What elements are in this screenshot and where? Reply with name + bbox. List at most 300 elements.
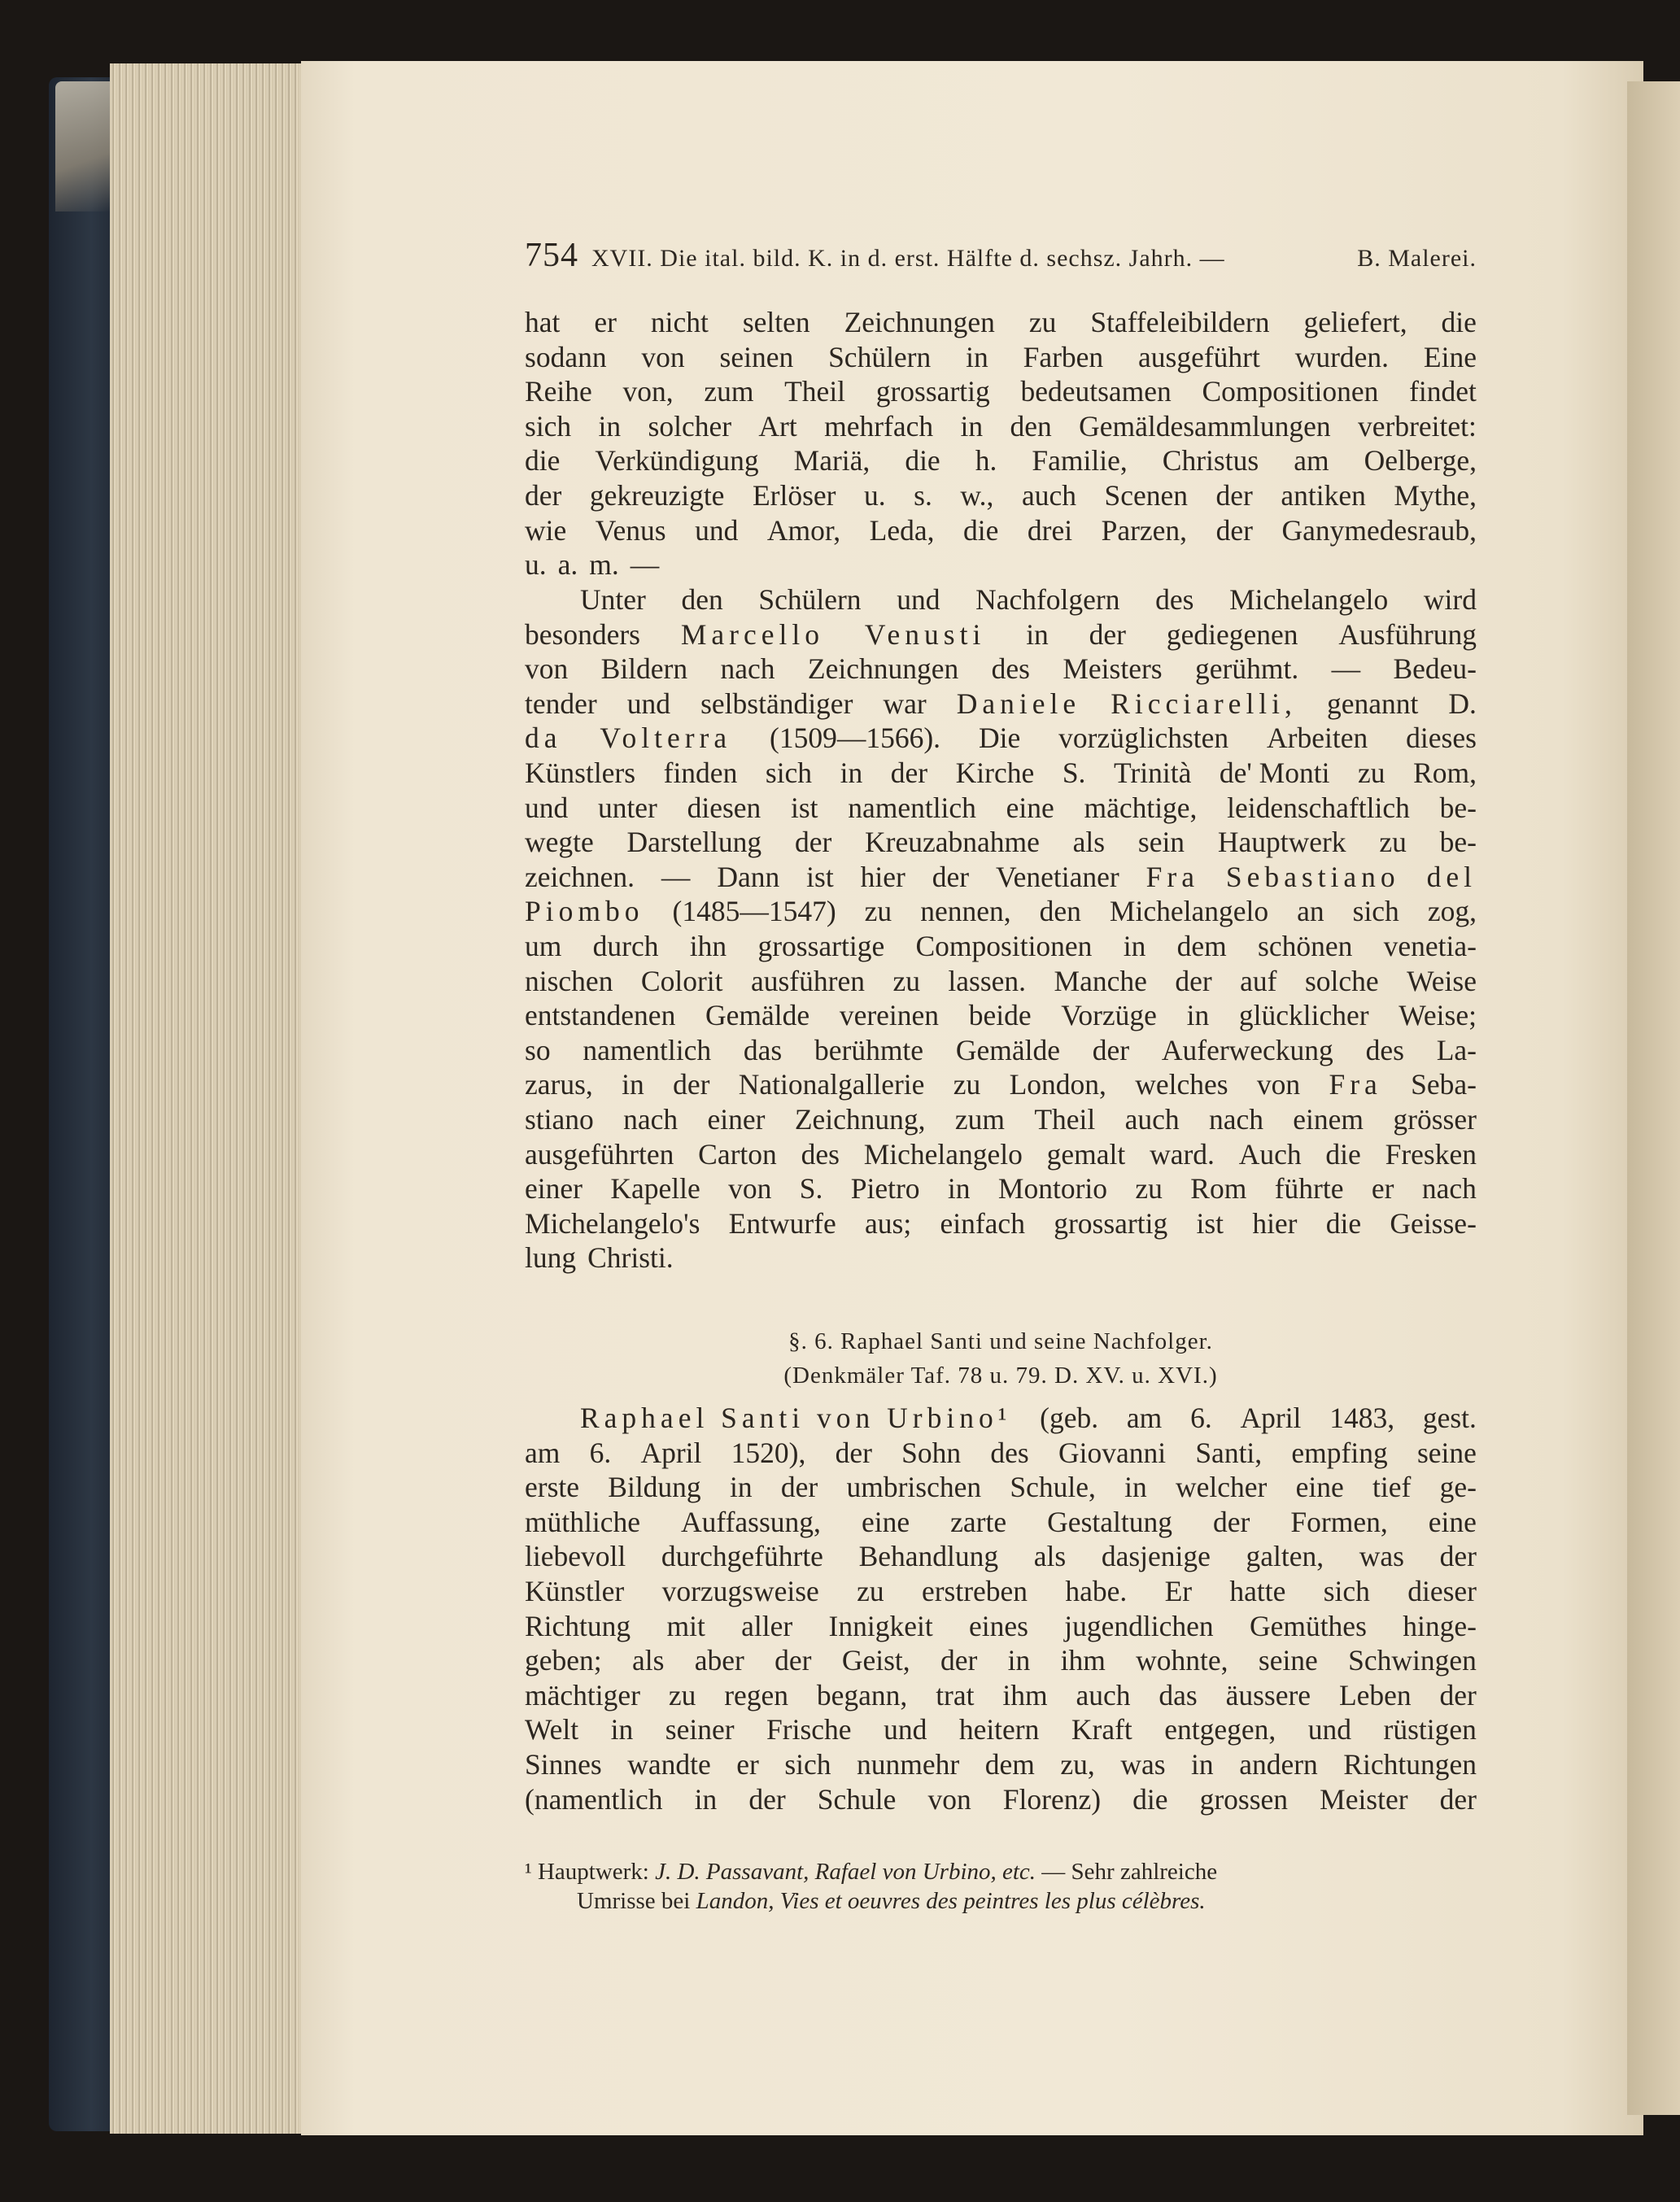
word: Ganymedesraub, — [1281, 513, 1477, 547]
word: den — [1039, 895, 1081, 928]
word: diesen — [687, 791, 761, 824]
word: Geist, — [841, 1644, 910, 1677]
para2-line — [525, 721, 1477, 756]
word: w., — [960, 478, 994, 512]
word: Manche — [1054, 964, 1147, 997]
word: Theil — [784, 375, 846, 408]
word: gekreuzigte — [589, 478, 725, 512]
word: und — [695, 513, 739, 547]
word: seinen — [719, 340, 794, 373]
word: einer — [707, 1102, 766, 1136]
word: durch — [592, 929, 659, 962]
word: Leben — [1338, 1678, 1412, 1711]
word: was — [1359, 1540, 1404, 1573]
word: Schwingen — [1348, 1644, 1477, 1677]
word: Compositionen — [915, 929, 1093, 962]
word: nischen — [525, 964, 613, 997]
word: Unter — [580, 583, 646, 616]
word: dem — [1176, 929, 1227, 962]
word: Sebastiano — [1225, 860, 1400, 893]
word: selten — [742, 306, 810, 338]
word: berühmte — [814, 1033, 924, 1066]
word: in — [960, 409, 984, 443]
word: begann, — [816, 1678, 908, 1711]
word: Rom — [1190, 1172, 1247, 1206]
para2-line — [525, 687, 1477, 722]
word: (1485—1547) — [672, 895, 836, 928]
word: — — [1331, 652, 1361, 686]
word: Trinità — [1113, 756, 1192, 789]
word: einer — [525, 1172, 583, 1206]
word: Farben — [1023, 340, 1104, 373]
word: (geb. — [1040, 1402, 1099, 1434]
word: Fra — [1145, 860, 1199, 893]
word: die — [1441, 306, 1477, 338]
word: der — [1439, 1782, 1477, 1816]
word: Zeichnung, — [794, 1102, 926, 1136]
word: einfach — [940, 1206, 1025, 1240]
word: zog, — [1427, 895, 1477, 928]
word: eine — [1006, 791, 1054, 824]
word: Sohn — [901, 1436, 962, 1469]
word: das — [743, 1033, 783, 1066]
word: 6. — [589, 1436, 612, 1469]
word: und — [884, 1713, 927, 1746]
word: Meisters — [1063, 652, 1163, 686]
para1-line — [525, 443, 1477, 478]
word: eine — [861, 1505, 910, 1538]
para2-line — [525, 617, 1477, 652]
word: Richtungen — [1343, 1747, 1477, 1781]
word: Leda, — [869, 513, 935, 547]
word: er — [594, 306, 617, 338]
word: zarte — [950, 1505, 1007, 1538]
paragraph-3 — [525, 1401, 1477, 1816]
word: trat — [936, 1678, 975, 1711]
word: grossartig — [1054, 1206, 1168, 1240]
word: Ausführung — [1338, 617, 1477, 651]
word: erstreben — [921, 1574, 1028, 1607]
word: Geisse- — [1390, 1206, 1477, 1240]
word: Christus — [1162, 444, 1259, 477]
word: der — [890, 756, 928, 789]
word: die — [905, 444, 940, 477]
word: aller — [741, 1609, 793, 1642]
para2-line — [525, 964, 1477, 999]
word: unter — [597, 791, 657, 824]
word: selbständiger — [700, 687, 853, 720]
word: Schule, — [1010, 1471, 1096, 1504]
word: Daniele — [956, 687, 1081, 720]
word: Venus — [595, 513, 666, 547]
word: ge- — [1439, 1471, 1477, 1504]
word: Verkündigung — [595, 444, 759, 477]
word: entstandenen — [525, 999, 676, 1032]
word: in — [1007, 1644, 1031, 1677]
word: sich — [525, 409, 572, 443]
word: zum — [704, 375, 754, 408]
word: Frische — [766, 1713, 852, 1746]
word: D. — [1448, 687, 1477, 720]
word: eine — [1295, 1471, 1344, 1504]
word: Darstellung — [626, 826, 762, 859]
word: Marcello — [680, 617, 824, 651]
facing-page-edge — [1627, 81, 1680, 2115]
para2-line — [525, 1137, 1477, 1172]
word: an — [1297, 895, 1324, 928]
word: Nationalgallerie — [738, 1068, 925, 1101]
word: zu — [953, 1068, 981, 1101]
word: als — [1033, 1540, 1067, 1573]
word: die — [1325, 1137, 1361, 1171]
word: 6. — [1190, 1402, 1212, 1434]
word: nennen, — [920, 895, 1011, 928]
word: mächtiger — [525, 1678, 640, 1711]
word: vorzugsweise — [661, 1574, 819, 1607]
word: des — [1155, 583, 1194, 616]
word: auf — [1240, 964, 1277, 997]
word: Sinnes — [525, 1747, 602, 1781]
word: lung — [525, 1241, 577, 1275]
word: der — [1215, 513, 1253, 547]
word: aber — [694, 1644, 744, 1677]
word: finden — [663, 756, 738, 789]
word: Gemäldesammlungen — [1079, 409, 1331, 443]
word: Behandlung — [858, 1540, 999, 1573]
para3-line — [525, 1401, 1477, 1436]
word: be- — [1439, 791, 1477, 824]
word: ihm — [1002, 1678, 1048, 1711]
word: Giovanni — [1058, 1436, 1167, 1469]
word: zarus, — [525, 1068, 593, 1101]
word: wohnte, — [1136, 1644, 1228, 1677]
paragraph-1 — [525, 305, 1477, 582]
word: der — [775, 1644, 812, 1677]
word: namentlich — [848, 791, 976, 824]
word: drei — [1027, 513, 1073, 547]
word: am — [1126, 1402, 1163, 1434]
word: Florenz) — [1002, 1782, 1102, 1816]
word: aus; — [865, 1206, 912, 1240]
word: gediegenen — [1166, 617, 1298, 651]
word: Familie, — [1032, 444, 1128, 477]
word: Nachfolgern — [975, 583, 1120, 616]
header-section: B. Malerei. — [1357, 245, 1477, 272]
word: Vorzüge — [1061, 999, 1157, 1032]
word: hinge- — [1403, 1609, 1477, 1642]
para2-line — [525, 1102, 1477, 1137]
word: zu, — [1060, 1747, 1095, 1781]
para3-line — [525, 1574, 1477, 1609]
para2-line — [525, 1171, 1477, 1206]
word: als — [631, 1644, 665, 1677]
word: Compositionen — [1202, 375, 1379, 408]
footnote — [525, 1857, 1477, 1916]
word: Michelangelo — [1229, 583, 1389, 616]
word: um — [525, 929, 562, 962]
word: in — [598, 409, 622, 443]
word: solche — [1304, 964, 1379, 997]
word: glücklicher — [1238, 999, 1369, 1032]
word: Er — [1164, 1574, 1193, 1607]
word: zu — [1358, 756, 1385, 789]
word: Schülern — [828, 340, 932, 373]
word: Die — [978, 722, 1021, 755]
para3-line — [525, 1747, 1477, 1782]
word: Weise — [1407, 964, 1477, 997]
word: April — [1240, 1402, 1302, 1434]
word: Seba- — [1411, 1068, 1477, 1101]
word: h. — [975, 444, 997, 477]
word: Theil — [1034, 1102, 1096, 1136]
word: (namentlich — [525, 1782, 663, 1816]
para2-line — [525, 1033, 1477, 1068]
word: sodann — [525, 340, 607, 373]
word: Oelberge, — [1364, 444, 1477, 477]
word: Venetianer — [995, 860, 1119, 893]
word: von — [728, 1172, 772, 1206]
word: wie — [525, 513, 567, 547]
word: durchgeführte — [661, 1540, 823, 1573]
para2-line — [525, 582, 1477, 617]
word: leidenschaftlich — [1227, 791, 1410, 824]
word: die — [1325, 1206, 1362, 1240]
word: Michelangelo — [863, 1137, 1023, 1171]
para3-line — [525, 1436, 1477, 1471]
word: Michelangelo — [1109, 895, 1269, 928]
word: heitern — [958, 1713, 1040, 1746]
word: mit — [666, 1609, 705, 1642]
word: Gemälde — [705, 999, 810, 1032]
word: Schule — [817, 1782, 897, 1816]
word: lassen. — [948, 964, 1027, 997]
word: der — [673, 1068, 710, 1101]
word: in — [1186, 999, 1210, 1032]
word: beide — [968, 999, 1032, 1032]
word: 1483, — [1329, 1402, 1395, 1434]
word: er — [736, 1747, 759, 1781]
word: nicht — [650, 306, 709, 338]
para1-line — [525, 305, 1477, 340]
word: wegte — [525, 826, 594, 859]
word: und — [897, 583, 940, 616]
word: Innigkeit — [828, 1609, 933, 1642]
word: ist — [806, 860, 834, 893]
word: von — [525, 652, 569, 686]
word: auch — [1124, 1102, 1180, 1136]
word: Reihe — [525, 375, 592, 408]
word: des — [801, 1137, 840, 1171]
word: am — [1294, 444, 1329, 477]
word: mächtige, — [1084, 791, 1198, 824]
worn-cover-corner — [55, 81, 112, 211]
para1-line — [525, 374, 1477, 409]
word: zu — [864, 895, 892, 928]
word: und — [1307, 1713, 1352, 1746]
word: Kirche — [955, 756, 1035, 789]
word: namentlich — [583, 1033, 712, 1066]
word: Gemälde — [955, 1033, 1060, 1066]
word: Parzen, — [1101, 513, 1188, 547]
word: besonders — [525, 617, 640, 651]
word: genannt — [1326, 687, 1419, 720]
para3-line — [525, 1505, 1477, 1540]
word: erste — [525, 1471, 580, 1504]
para3-line — [525, 1609, 1477, 1644]
word: müthliche — [525, 1505, 640, 1538]
para1-line — [525, 478, 1477, 513]
para1-line — [525, 409, 1477, 444]
page-number: 754 — [525, 237, 578, 274]
word: a. — [557, 548, 578, 582]
word: Hauptwerk — [1217, 826, 1346, 859]
word: findet — [1409, 375, 1477, 408]
para3-line — [525, 1712, 1477, 1747]
word: tender — [525, 687, 597, 720]
word: Art — [758, 409, 797, 443]
word: Ricciarelli, — [1111, 687, 1297, 720]
para3-line — [525, 1470, 1477, 1505]
word: auch — [1021, 478, 1076, 512]
word: London, — [1009, 1068, 1106, 1101]
word: s. — [914, 478, 932, 512]
para2-line — [525, 860, 1477, 895]
word: Auferweckung — [1161, 1033, 1333, 1066]
word: nunmehr — [857, 1747, 960, 1781]
word: ausgeführt — [1138, 340, 1260, 373]
word: ihn — [689, 929, 727, 962]
word: wird — [1423, 583, 1477, 616]
word: am — [525, 1436, 561, 1469]
word: S. — [1062, 756, 1086, 789]
word: zum — [954, 1102, 1005, 1136]
word: nach — [623, 1102, 679, 1136]
word: Amor, — [766, 513, 841, 547]
word: gerühmt. — [1195, 652, 1299, 686]
word: schönen — [1258, 929, 1353, 962]
section-title: §. 6. Raphael Santi und seine Nachfolger. — [788, 1328, 1213, 1354]
word: der — [835, 1436, 872, 1469]
word: geben; — [525, 1644, 602, 1677]
paragraph-2 — [525, 582, 1477, 1275]
word: von — [641, 340, 685, 373]
word: äussere — [1225, 1678, 1311, 1711]
word: Michelangelo's — [525, 1206, 700, 1240]
word: von — [1256, 1068, 1301, 1101]
word: ward. — [1150, 1137, 1215, 1171]
para3-line — [525, 1539, 1477, 1574]
word: grösser — [1393, 1102, 1477, 1136]
word: m. — [589, 548, 619, 582]
word: der — [1092, 1033, 1130, 1066]
word: 1520), — [731, 1436, 806, 1469]
footnote-line-2: Umrisse bei Landon, Vies et oeuvres des peintres les plus célèbres. — [577, 1888, 1206, 1914]
word: des — [991, 652, 1030, 686]
word: von, — [622, 375, 674, 408]
word: Zeichnungen — [807, 652, 959, 686]
word: da — [525, 722, 562, 755]
word: gemalt — [1046, 1137, 1126, 1171]
word: verbreitet: — [1358, 409, 1477, 443]
word: liebevoll — [525, 1540, 626, 1573]
word: nach — [720, 652, 775, 686]
word: des — [990, 1436, 1029, 1469]
word: hatte — [1229, 1574, 1286, 1607]
word: zu — [1379, 826, 1407, 859]
word: des — [1365, 1033, 1404, 1066]
word: sein — [1137, 826, 1185, 859]
word: welcher — [1176, 1471, 1268, 1504]
word: Bedeu- — [1393, 652, 1477, 686]
word: was — [1120, 1747, 1166, 1781]
word: in — [1191, 1747, 1214, 1781]
footnote-line-1: ¹ Hauptwerk: J. D. Passavant, Rafael von Urbino, etc. — Sehr zahlreiche — [525, 1859, 1218, 1885]
word: so — [525, 1033, 551, 1066]
word: — — [630, 548, 660, 582]
word: antiken — [1281, 478, 1366, 512]
para2-line — [525, 1241, 1477, 1275]
word: habe. — [1065, 1574, 1128, 1607]
word: S. — [799, 1172, 823, 1206]
word: rüstigen — [1383, 1713, 1477, 1746]
word: zu — [1135, 1172, 1163, 1206]
word: sich — [1352, 895, 1399, 928]
word: Richtung — [525, 1609, 631, 1642]
word: in — [622, 1068, 644, 1101]
word: vorzüglichsten — [1058, 722, 1229, 755]
word: — — [661, 860, 691, 893]
word: Gemüthes — [1249, 1609, 1367, 1642]
word: er — [1371, 1172, 1394, 1206]
word: der — [1089, 617, 1127, 651]
word: ausführen — [750, 964, 865, 997]
word: Montorio — [997, 1172, 1108, 1206]
word: regen — [724, 1678, 789, 1711]
word: Entwurfe — [728, 1206, 836, 1240]
word: (1509—1566). — [770, 722, 941, 755]
word: einem — [1293, 1102, 1364, 1136]
running-header — [525, 236, 1477, 277]
word: u. — [863, 478, 886, 512]
word: zeichnen. — [525, 860, 635, 893]
para2-line — [525, 1206, 1477, 1241]
para2-line — [525, 998, 1477, 1033]
word: Weise; — [1399, 999, 1477, 1032]
word: Mariä, — [793, 444, 871, 477]
word: als — [1072, 826, 1106, 859]
word: in — [1123, 929, 1146, 962]
word: sich — [765, 756, 813, 789]
word: entgegen, — [1164, 1713, 1276, 1746]
para1-line — [525, 340, 1477, 375]
word: Kapelle — [610, 1172, 700, 1206]
word: wurden. — [1294, 340, 1390, 373]
word: Arbeiten — [1267, 722, 1368, 755]
word: Raphael Santi von Urbino¹ — [580, 1402, 1012, 1434]
word: der — [794, 826, 832, 859]
word: sich — [1323, 1574, 1370, 1607]
word: war — [883, 687, 927, 720]
word: Santi, — [1195, 1436, 1263, 1469]
page-edges — [110, 63, 313, 2134]
word: seiner — [665, 1713, 735, 1746]
word: geliefert, — [1303, 306, 1407, 338]
word: Bildung — [608, 1471, 701, 1504]
word: Gestaltung — [1047, 1505, 1172, 1538]
word: in — [694, 1782, 718, 1816]
word: Auch — [1238, 1137, 1302, 1171]
word: auch — [1076, 1678, 1131, 1711]
